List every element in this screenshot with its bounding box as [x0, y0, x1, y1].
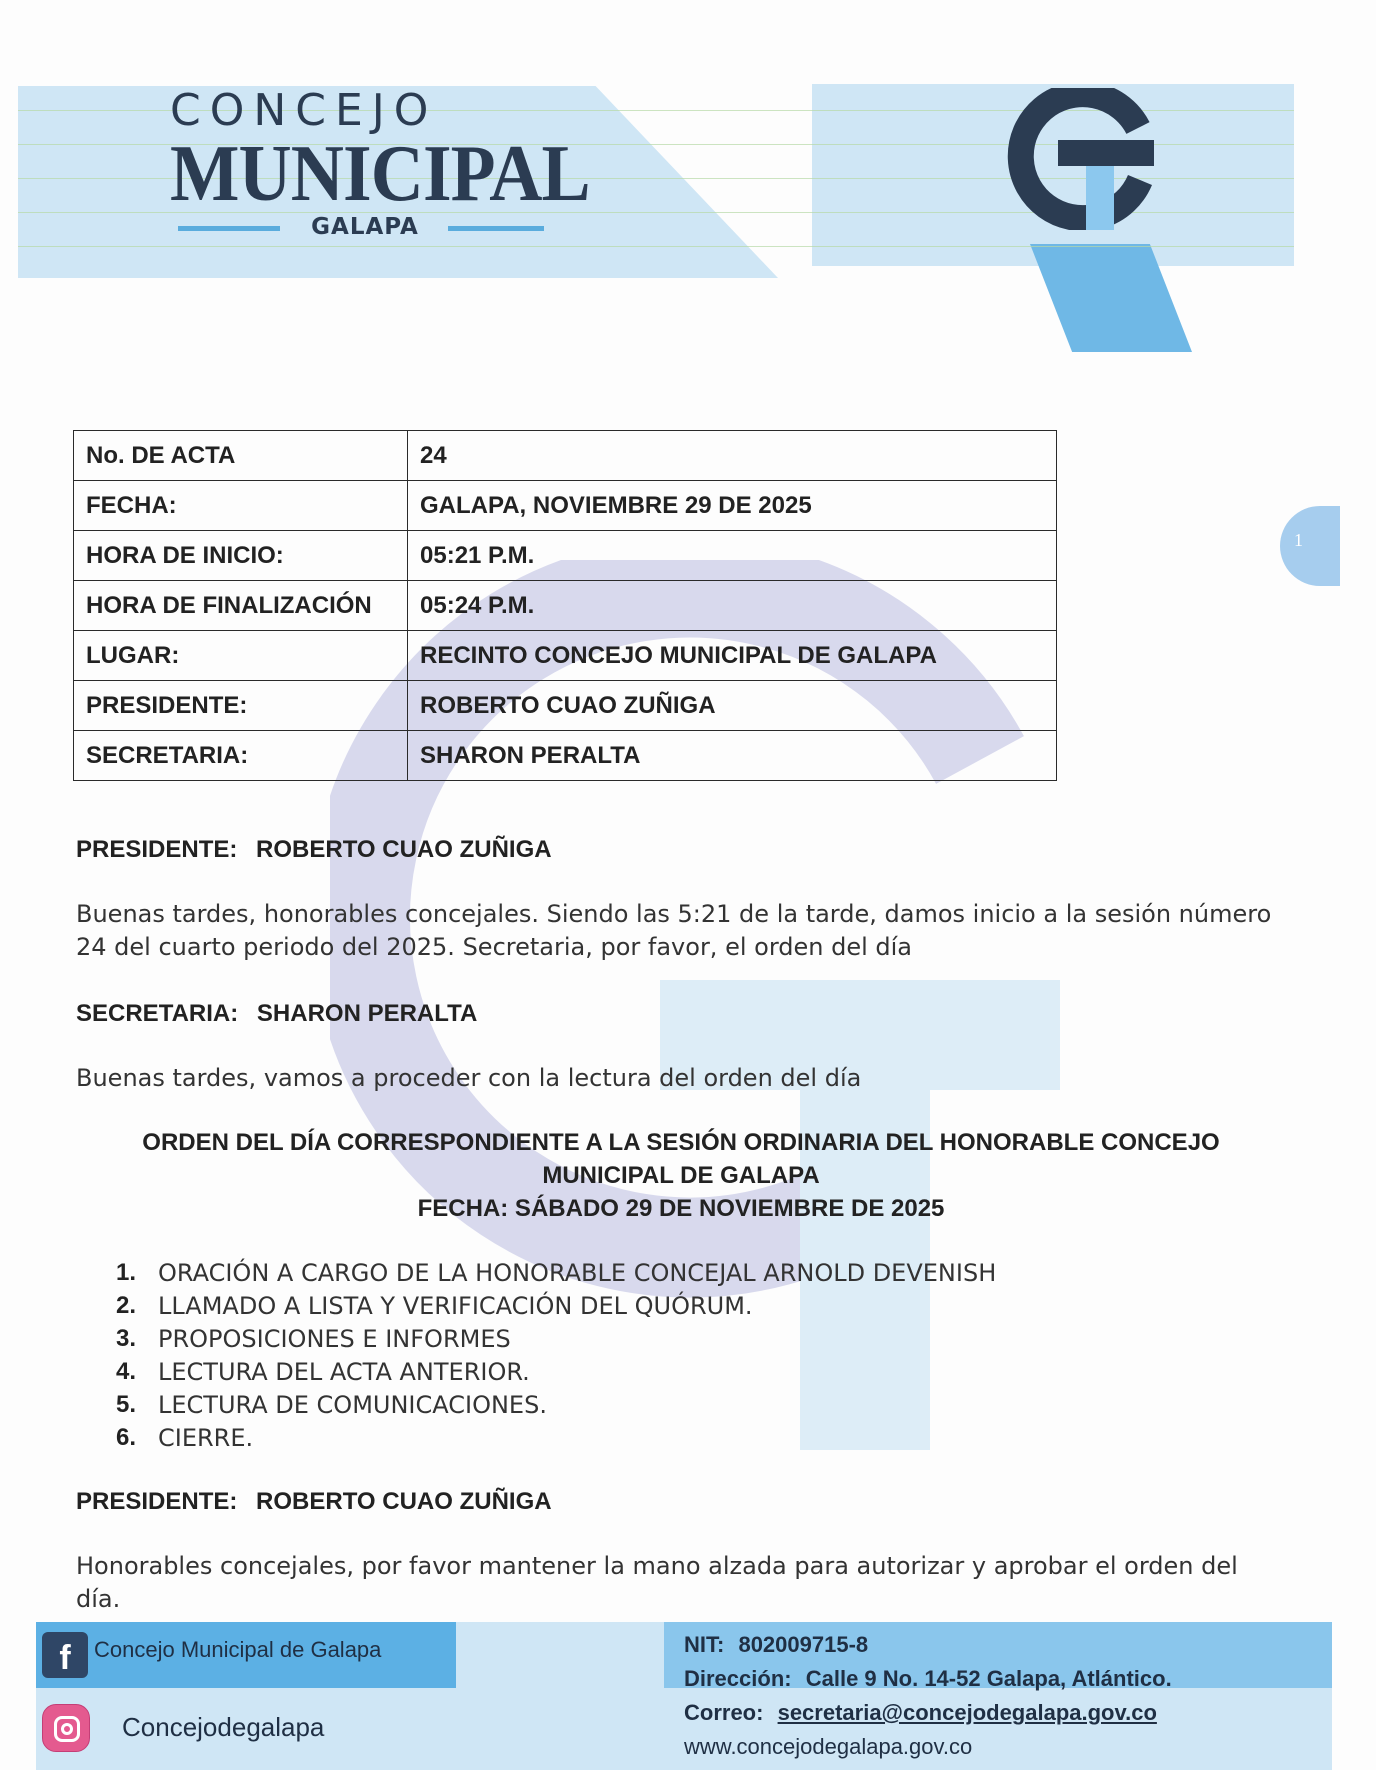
footer-contact-info: [684, 1628, 1172, 1764]
info-value: 05:24 P.M.: [408, 581, 1057, 631]
agenda-item-number: 4.: [116, 1357, 137, 1385]
agenda-item-number: 2.: [116, 1291, 137, 1319]
nit-line: [684, 1628, 1172, 1662]
info-label: LUGAR:: [74, 631, 408, 681]
agenda-item: [116, 1322, 1116, 1355]
info-label: No. DE ACTA: [74, 431, 408, 481]
speaker-role: PRESIDENTE:: [76, 1488, 238, 1515]
info-label: HORA DE FINALIZACIÓN: [74, 581, 408, 631]
agenda-item: [116, 1256, 1116, 1289]
info-row: [74, 481, 1057, 531]
agenda-item-number: 5.: [116, 1390, 137, 1418]
logo-sub: [170, 214, 550, 242]
secretary-text: Buenas tardes, vamos a proceder con la lectura del orden del día: [76, 1064, 862, 1092]
info-label: SECRETARIA:: [74, 731, 408, 781]
g-logo-icon: [1004, 88, 1154, 230]
email-label: Correo:: [684, 1700, 764, 1725]
agenda-title-line1: ORDEN DEL DÍA CORRESPONDIENTE A LA SESIÓN ORDINARIA DEL HONORABLE CONCEJO: [142, 1129, 1220, 1156]
website-link[interactable]: www.concejodegalapa.gov.co: [684, 1734, 973, 1759]
info-label: FECHA:: [74, 481, 408, 531]
acta-info-table: [73, 430, 1057, 781]
agenda-item: [116, 1421, 1116, 1454]
speaker-name: ROBERTO CUAO ZUÑIGA: [256, 836, 552, 863]
info-label: PRESIDENTE:: [74, 681, 408, 731]
info-row: [74, 731, 1057, 781]
speaker-role: SECRETARIA:: [76, 1000, 239, 1027]
agenda-list: [116, 1256, 1116, 1454]
info-row: [74, 431, 1057, 481]
info-row: [74, 681, 1057, 731]
president-opening-text: Buenas tardes, honorables concejales. Siendo las 5:21 de la tarde, damos inicio a la sesión número 24 del cuarto periodo del 2025. Secretaria, por favor, el orden del día: [76, 900, 1272, 961]
info-row: [74, 631, 1057, 681]
instagram-link[interactable]: Concejodegalapa: [122, 1712, 325, 1742]
email-line: [684, 1696, 1172, 1730]
page-number-badge: 1: [1280, 506, 1340, 586]
agenda-item-text: LECTURA DE COMUNICACIONES.: [158, 1390, 547, 1419]
logo-bar-left: [178, 226, 280, 231]
info-value: 05:21 P.M.: [408, 531, 1057, 581]
agenda-item-number: 1.: [116, 1258, 137, 1286]
agenda-item-text: PROPOSICIONES E INFORMES: [158, 1324, 511, 1353]
info-row: [74, 581, 1057, 631]
president-approval-text: Honorables concejales, por favor mantener la mano alzada para autorizar y aprobar el orden del día.: [76, 1552, 1238, 1613]
info-value: SHARON PERALTA: [408, 731, 1057, 781]
speaker-name: ROBERTO CUAO ZUÑIGA: [256, 1488, 552, 1515]
speaker-president-1: [76, 836, 552, 864]
agenda-title-line2: MUNICIPAL DE GALAPA: [542, 1162, 820, 1189]
agenda-item-text: LECTURA DEL ACTA ANTERIOR.: [158, 1357, 530, 1386]
agenda-item: [116, 1355, 1116, 1388]
agenda-item-text: CIERRE.: [158, 1423, 254, 1452]
info-value: RECINTO CONCEJO MUNICIPAL DE GALAPA: [408, 631, 1057, 681]
agenda-item-number: 6.: [116, 1423, 137, 1451]
agenda-title-line3: FECHA: SÁBADO 29 DE NOVIEMBRE DE 2025: [417, 1195, 945, 1222]
agenda-item-number: 3.: [116, 1324, 137, 1352]
logo-bar-right: [448, 226, 544, 231]
agenda-item: [116, 1388, 1116, 1421]
agenda-title: [76, 1126, 1286, 1225]
instagram-icon[interactable]: [42, 1704, 90, 1752]
address-line: [684, 1662, 1172, 1696]
info-label: HORA DE INICIO:: [74, 531, 408, 581]
info-row: [74, 531, 1057, 581]
agenda-item-text: LLAMADO A LISTA Y VERIFICACIÓN DEL QUÓRUM.: [158, 1291, 753, 1320]
logo-sub-text: GALAPA: [311, 214, 419, 240]
speaker-name: SHARON PERALTA: [256, 1000, 478, 1027]
address-label: Dirección:: [684, 1666, 792, 1691]
info-value: 24: [408, 431, 1057, 481]
nit-label: NIT:: [684, 1632, 725, 1657]
agenda-item-text: ORACIÓN A CARGO DE LA HONORABLE CONCEJAL ARNOLD DEVENISH: [158, 1258, 997, 1287]
nit-value: 802009715-8: [738, 1632, 869, 1657]
facebook-icon[interactable]: f: [42, 1632, 88, 1678]
address-value: Calle 9 No. 14-52 Galapa, Atlántico.: [805, 1666, 1172, 1691]
email-link[interactable]: secretaria@concejodegalapa.gov.co: [777, 1700, 1157, 1725]
concejo-logo: [170, 85, 590, 242]
info-value: ROBERTO CUAO ZUÑIGA: [408, 681, 1057, 731]
speaker-role: PRESIDENTE:: [76, 836, 238, 863]
logo-top-text: CONCEJO: [170, 85, 438, 136]
speaker-president-2: [76, 1488, 552, 1516]
speaker-secretary: [76, 1000, 477, 1028]
logo-main-text: MUNICIPAL: [170, 130, 590, 218]
facebook-link[interactable]: Concejo Municipal de Galapa: [94, 1637, 382, 1662]
info-value: GALAPA, NOVIEMBRE 29 DE 2025: [408, 481, 1057, 531]
agenda-item: [116, 1289, 1116, 1322]
